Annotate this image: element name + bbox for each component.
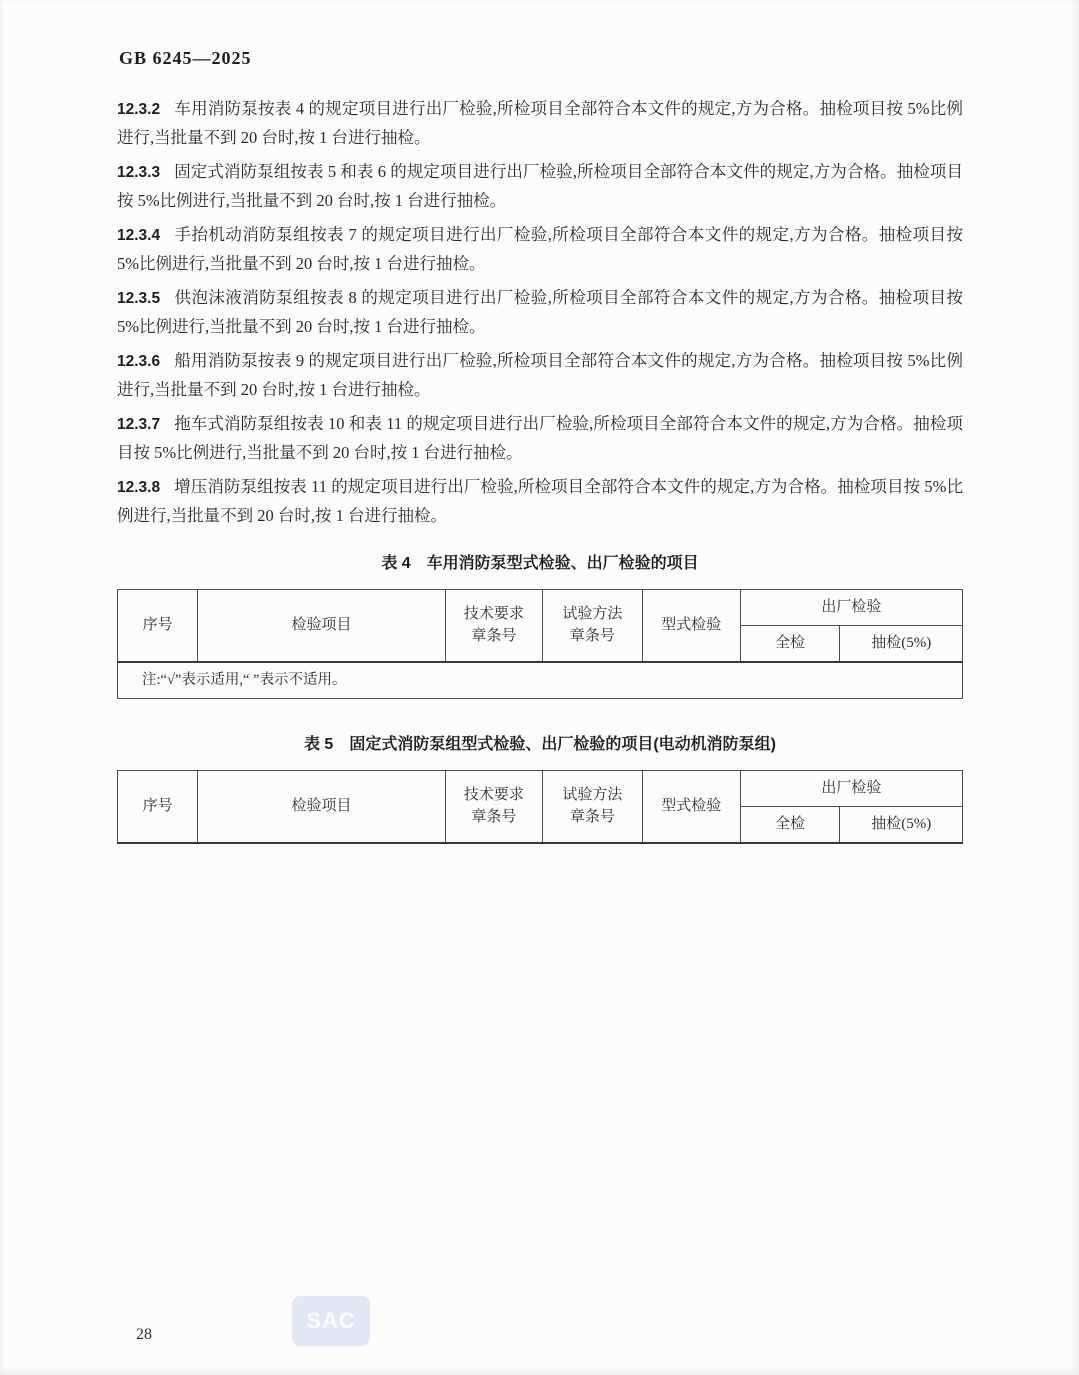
clause-text: 固定式消防泵组按表 5 和表 6 的规定项目进行出厂检验,所检项目全部符合本文件的规定,方为合格。抽检项目按 5%比例进行,当批量不到 20 台时,按 1 台进行抽检。	[117, 162, 963, 210]
clause-text: 拖车式消防泵组按表 10 和表 11 的规定项目进行出厂检验,所检项目全部符合本文件的规定,方为合格。抽检项目按 5%比例进行,当批量不到 20 台时,按 1 台进行抽检。	[117, 414, 963, 462]
clause-text: 车用消防泵按表 4 的规定项目进行出厂检验,所检项目全部符合本文件的规定,方为合格。抽检项目按 5%比例进行,当批量不到 20 台时,按 1 台进行抽检。	[117, 99, 963, 147]
clause-number: 12.3.8	[117, 479, 161, 496]
clause-number: 12.3.5	[117, 290, 161, 307]
page-number: 28	[136, 1326, 152, 1343]
page-content	[117, 48, 963, 844]
clause-text: 供泡沫液消防泵组按表 8 的规定项目进行出厂检验,所检项目全部符合本文件的规定,方为合格。抽检项目按 5%比例进行,当批量不到 20 台时,按 1 台进行抽检。	[117, 288, 963, 336]
col-header-test-method: 试验方法 章条号	[543, 771, 643, 844]
table5-caption	[117, 731, 963, 754]
clause-paragraphs	[117, 95, 963, 530]
clause-text: 船用消防泵按表 9 的规定项目进行出厂检验,所检项目全部符合本文件的规定,方为合格。抽检项目按 5%比例进行,当批量不到 20 台时,按 1 台进行抽检。	[117, 351, 963, 399]
col-header-type-test: 型式检验	[642, 771, 740, 844]
col-header-full-check: 全检	[740, 807, 840, 844]
table4-caption	[117, 550, 963, 573]
col-header-no: 序号	[118, 590, 198, 663]
table5-header	[118, 771, 963, 844]
table4-note: 注:“√”表示适用,“ ”表示不适用。	[118, 662, 963, 699]
table5-caption-label: 表 5	[303, 736, 334, 754]
sac-watermark	[292, 1296, 370, 1346]
clause-number: 12.3.2	[117, 101, 161, 118]
col-header-full-check: 全检	[740, 626, 840, 663]
clause-paragraph	[117, 347, 963, 404]
col-header-tech-req: 技术要求 章条号	[445, 590, 542, 663]
col-header-factory-test: 出厂检验	[740, 771, 962, 807]
clause-number: 12.3.6	[117, 353, 161, 370]
clause-number: 12.3.3	[117, 164, 161, 181]
clause-number: 12.3.7	[117, 416, 161, 433]
table4-caption-title: 车用消防泵型式检验、出厂检验的项目	[426, 555, 699, 572]
table4-header	[118, 590, 963, 663]
table5-caption-title: 固定式消防泵组型式检验、出厂检验的项目(电动机消防泵组)	[349, 736, 777, 754]
clause-paragraph	[117, 410, 963, 467]
clause-paragraph	[117, 221, 963, 278]
col-header-item: 检验项目	[198, 590, 446, 663]
clause-paragraph	[117, 95, 963, 152]
table4	[117, 589, 963, 699]
col-header-sample-check: 抽检(5%)	[840, 626, 963, 663]
table4-caption-label: 表 4	[381, 555, 411, 572]
clause-text: 增压消防泵组按表 11 的规定项目进行出厂检验,所检项目全部符合本文件的规定,方为合格。抽检项目按 5%比例进行,当批量不到 20 台时,按 1 台进行抽检。	[117, 477, 963, 525]
clause-number: 12.3.4	[117, 227, 161, 244]
clause-paragraph	[117, 158, 963, 215]
col-header-type-test: 型式检验	[642, 590, 740, 663]
col-header-no: 序号	[118, 771, 198, 844]
col-header-tech-req: 技术要求 章条号	[445, 771, 542, 844]
clause-paragraph	[117, 284, 963, 341]
clause-paragraph	[117, 473, 963, 530]
doc-number: GB 6245—2025	[119, 48, 252, 68]
col-header-test-method: 试验方法 章条号	[543, 590, 643, 663]
col-header-item: 检验项目	[198, 771, 446, 844]
sac-watermark-text: SAC	[306, 1308, 356, 1333]
col-header-factory-test: 出厂检验	[740, 590, 962, 626]
table5	[117, 770, 963, 844]
clause-text: 手抬机动消防泵组按表 7 的规定项目进行出厂检验,所检项目全部符合本文件的规定,方为合格。抽检项目按 5%比例进行,当批量不到 20 台时,按 1 台进行抽检。	[117, 225, 963, 273]
col-header-sample-check: 抽检(5%)	[840, 807, 963, 844]
